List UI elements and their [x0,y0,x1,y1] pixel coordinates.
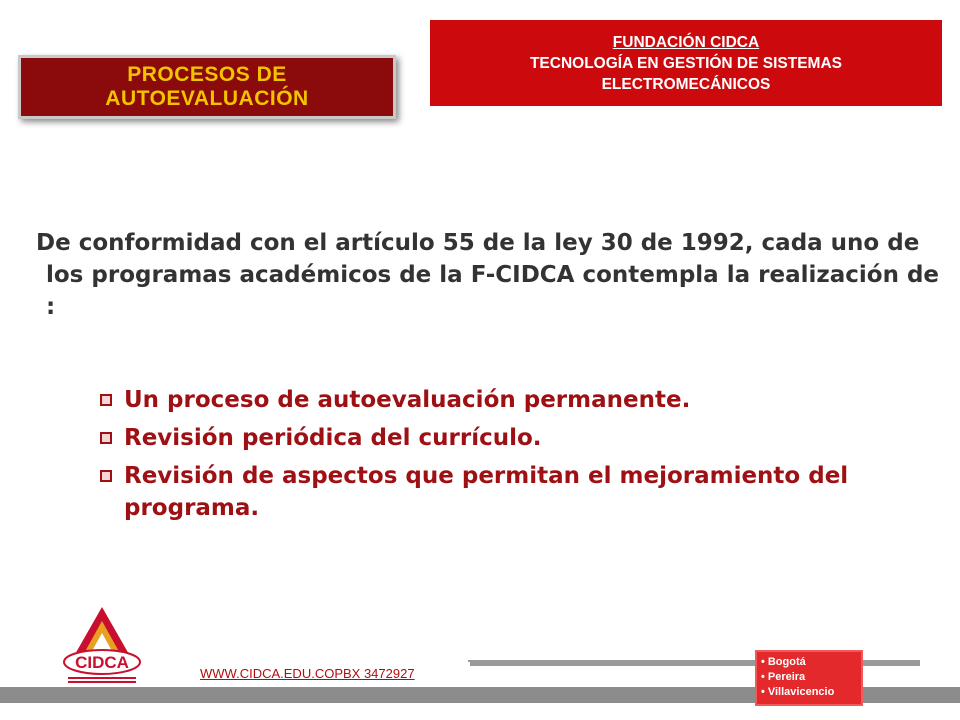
bullet-item [100,384,920,416]
city-item [761,685,863,700]
cities-badge [755,650,863,706]
bullet-dot-icon: • [761,686,765,698]
title-line-2: AUTOEVALUACIÓN [105,87,309,110]
header-org-name: FUNDACIÓN CIDCA [612,33,760,51]
bullet-text: Un proceso de autoevaluación permanente. [124,387,691,413]
header-program-line-1: TECNOLOGÍA EN GESTIÓN DE SISTEMAS [529,54,843,72]
title-line-1: PROCESOS DE [127,63,287,86]
city-name: Villavicencio [767,686,835,698]
header-program-line-2: ELECTROMECÁNICOS [601,75,771,93]
bullet-text: Revisión de aspectos que permitan el mejoramiento del programa. [124,463,849,521]
square-bullet-icon [100,470,112,482]
bullet-item [100,460,920,524]
bullet-text: Revisión periódica del currículo. [124,425,542,451]
bullet-list [100,384,920,530]
city-item [761,670,863,685]
header-banner [430,20,942,106]
bullet-dot-icon: • [761,671,765,683]
title-banner [18,55,396,119]
bullet-dot-icon: • [761,656,765,668]
intro-paragraph: De conformidad con el artículo 55 de la ley 30 de 1992, cada uno de los programas académicos de la F-CIDCA contempla la realización de : [36,230,940,320]
bullet-item [100,422,920,454]
square-bullet-icon [100,394,112,406]
cidca-logo-icon [62,605,142,687]
square-bullet-icon [100,432,112,444]
city-name: Bogotá [767,656,806,668]
website-phone-link[interactable]: WWW.CIDCA.EDU.COPBX 3472927 [198,662,470,686]
city-item [761,655,863,670]
city-name: Pereira [767,671,806,683]
logo-text: CIDCA [75,653,129,672]
